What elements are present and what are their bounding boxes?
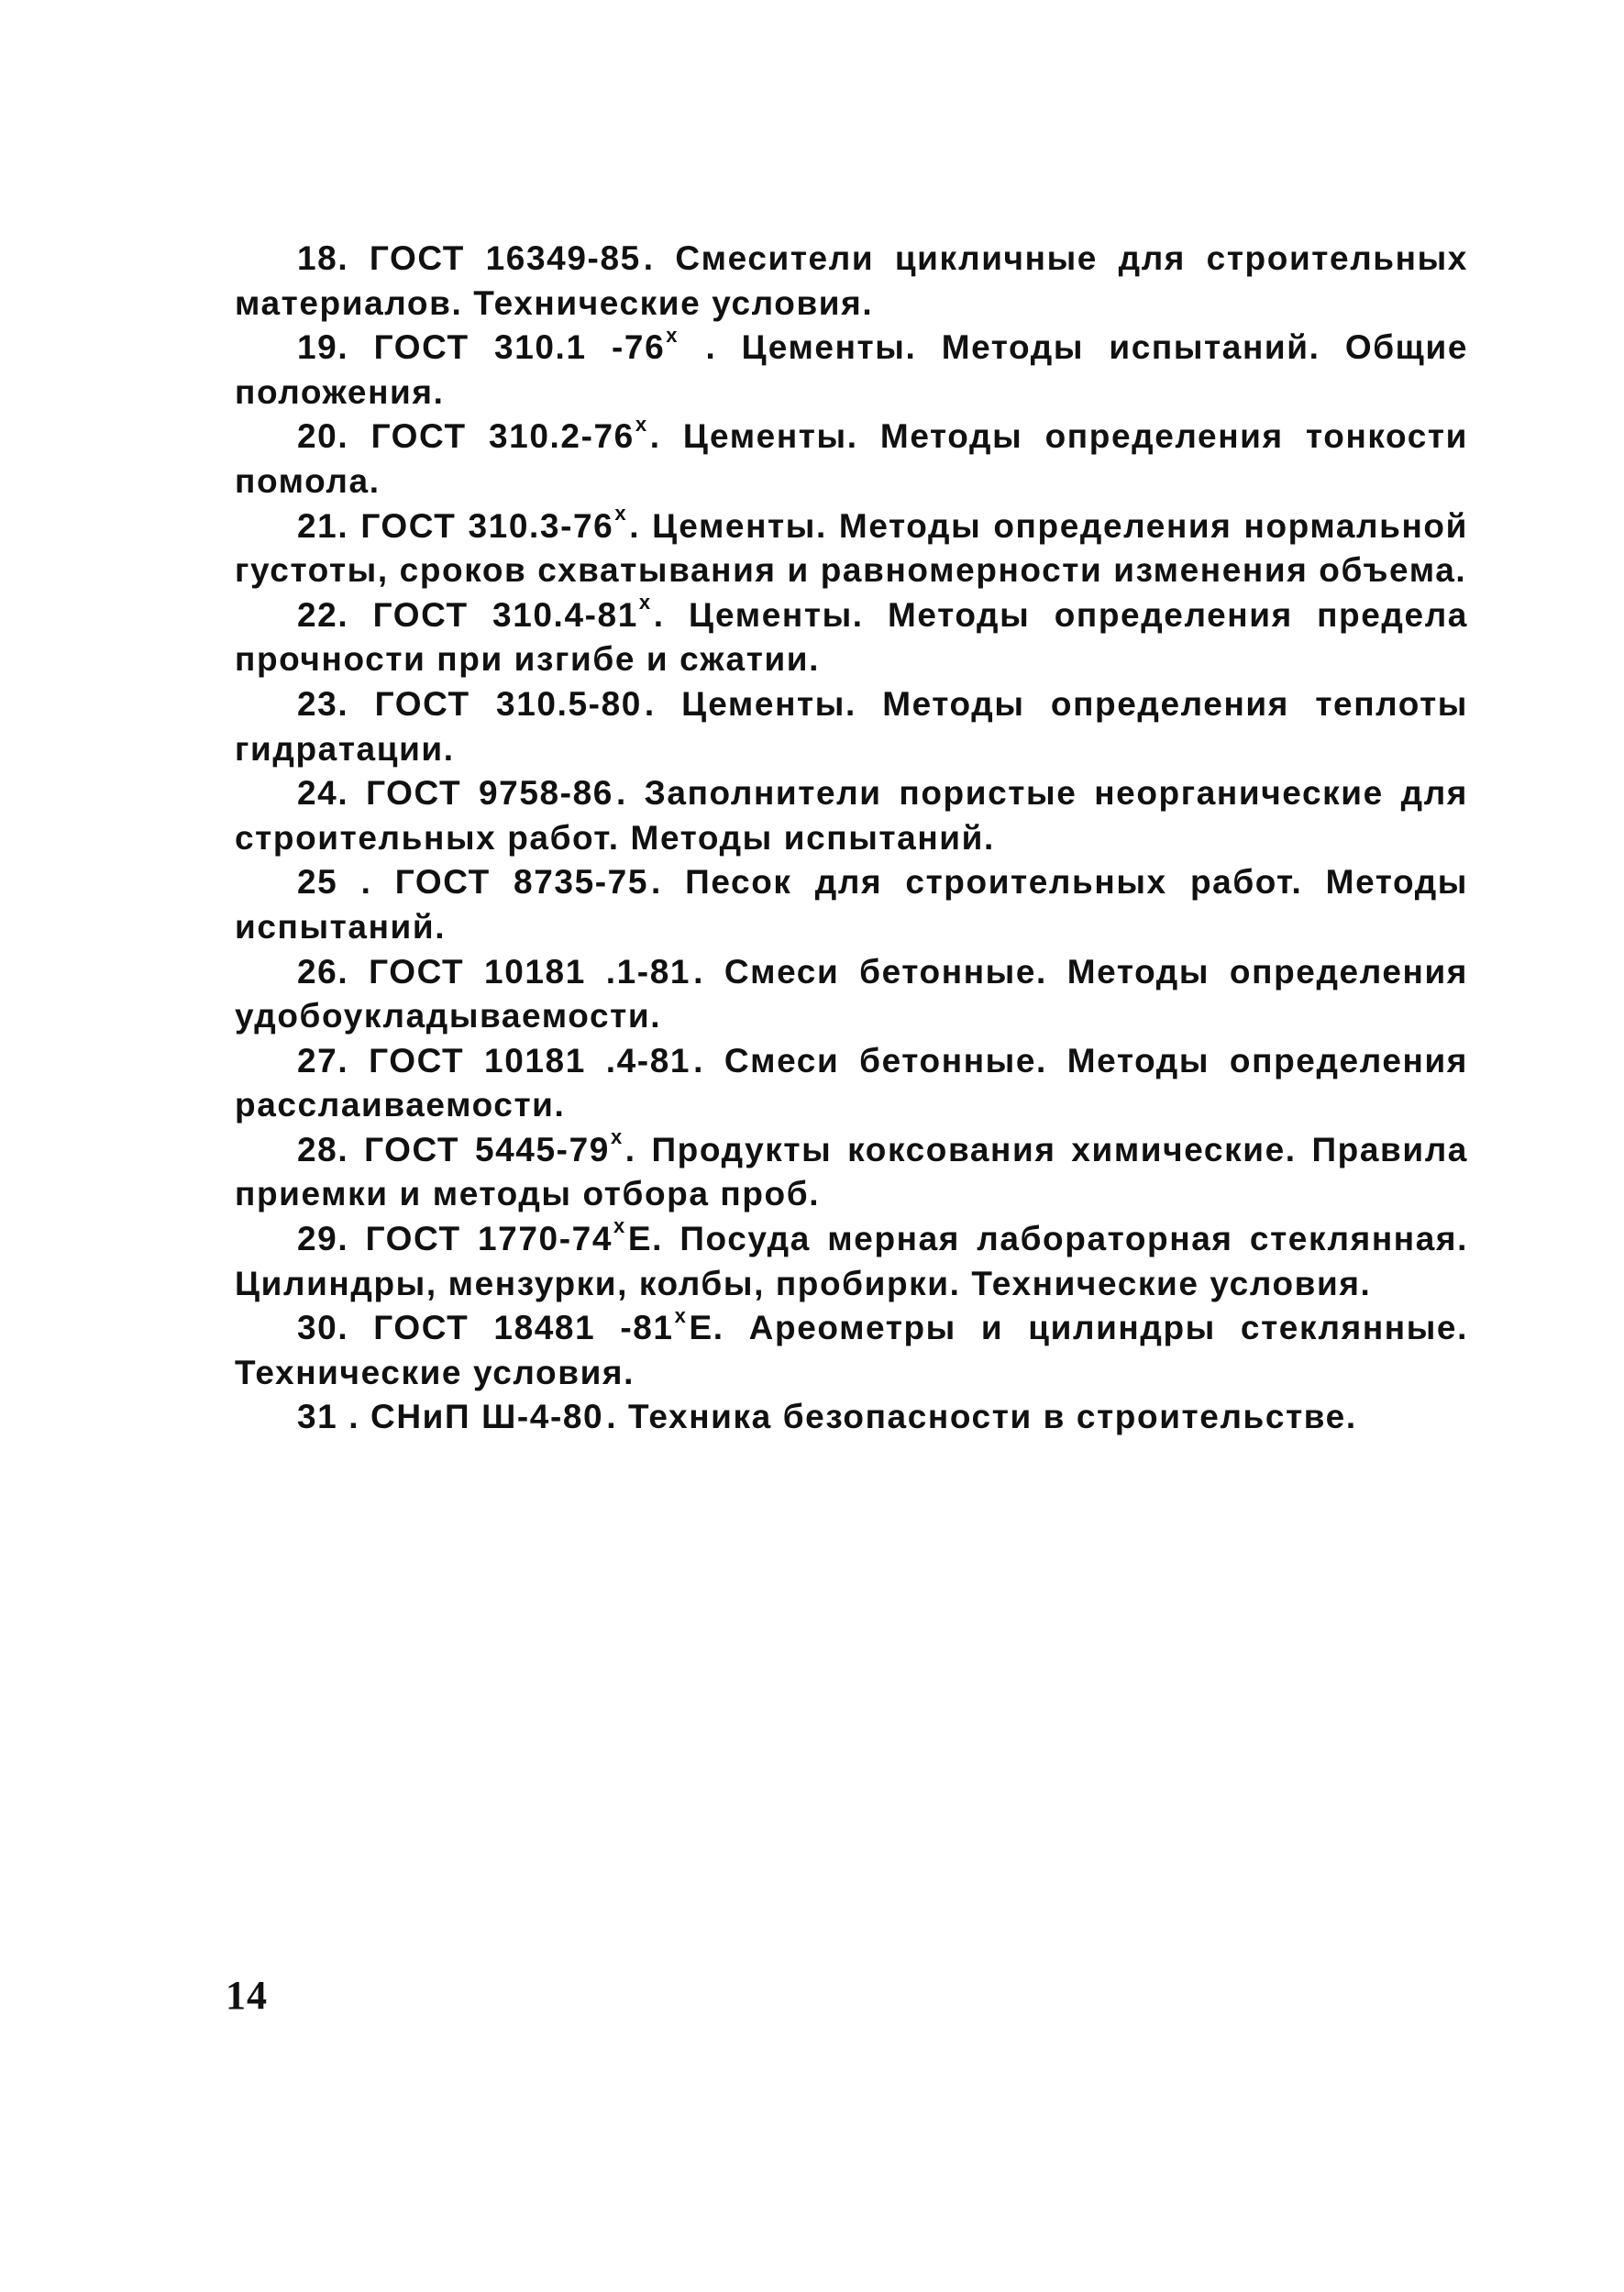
reference-item-29 [235,1214,1468,1306]
asterisk-mark: х [614,501,628,525]
reference-item-30 [235,1303,1468,1395]
reference-number: 29. [297,1220,349,1258]
reference-title: . Цементы. Методы определения теплоты гидратации. [235,684,1468,768]
reference-number: 31 . [297,1398,360,1436]
reference-code: ГОСТ 1770-74 [365,1220,613,1258]
reference-title: . Цементы. Методы определения нормальной густоты, сроков схватывания и равномерности изменения объема. [235,506,1468,590]
reference-list [235,237,1468,1440]
reference-item-26 [235,950,1468,1039]
reference-number: 19. [297,328,349,367]
reference-title: . Песок для строительных работ. Методы испытаний. [235,863,1468,946]
reference-number: 20. [297,417,349,456]
reference-code: ГОСТ 310.3-76 [360,506,614,545]
reference-code: ГОСТ 310.1 -76 [373,328,666,367]
reference-title: . Смесители цикличные для строительных материалов. Технические условия. [235,239,1468,322]
reference-number: 23. [297,684,349,723]
reference-number: 18. [297,239,349,277]
reference-title: Е. Посуда мерная лабораторная стеклянная. Цилиндры, мензурки, колбы, пробирки. Технические условия. [235,1220,1468,1302]
reference-title: . Цементы. Методы испытаний. Общие положения. [235,328,1468,411]
asterisk-mark: х [666,323,679,347]
asterisk-mark: х [613,1214,626,1238]
reference-item-27 [235,1039,1468,1128]
reference-code: ГОСТ 310.4-81 [372,595,638,634]
reference-title: . Техника безопасности в строительстве. [606,1398,1357,1436]
reference-code: ГОСТ 9758-86 [366,774,613,813]
reference-code: ГОСТ 18481 -81 [373,1309,674,1347]
reference-number: 24. [297,774,349,813]
reference-item-19 [235,323,1468,415]
asterisk-mark: х [674,1303,688,1327]
reference-number: 25 . [297,863,372,902]
reference-title: Е. Ареометры и цилиндры стеклянные. Технические условия. [235,1309,1468,1391]
reference-title: . Смеси бетонные. Методы определения удобоукладываемости. [235,952,1468,1035]
reference-title: . Цементы. Методы определения предела прочности при изгибе и сжатии. [235,595,1468,679]
reference-item-22 [235,593,1468,682]
reference-code: ГОСТ 10181 .1-81 [369,952,691,991]
reference-title: . Цементы. Методы определения тонкости помола. [235,417,1468,500]
reference-code: ГОСТ 5445-79 [364,1130,610,1168]
reference-title: . Продукты коксования химические. Правила приемки и методы отбора проб. [235,1130,1468,1213]
reference-number: 27. [297,1041,349,1080]
reference-title: . Заполнители пористые неорганические для строительных работ. Методы испытаний. [235,774,1468,857]
reference-number: 30. [297,1309,349,1347]
asterisk-mark: х [610,1125,624,1149]
reference-code: ГОСТ 10181 .4-81 [369,1041,691,1080]
reference-title: . Смеси бетонные. Методы определения расслаиваемости. [235,1041,1468,1124]
reference-item-23 [235,682,1468,771]
reference-number: 21. [297,506,349,545]
asterisk-mark: х [635,412,648,436]
reference-number: 22. [297,595,349,634]
asterisk-mark: х [638,591,652,615]
reference-item-24 [235,771,1468,860]
reference-item-28 [235,1125,1468,1217]
reference-number: 26. [297,952,349,991]
reference-item-25 [235,860,1468,949]
reference-item-31 [235,1395,1468,1440]
reference-code: ГОСТ 310.5-80 [374,684,642,723]
reference-code: СНиП Ш-4-80 [370,1398,604,1436]
reference-item-21 [235,501,1468,593]
reference-code: ГОСТ 16349-85 [369,239,641,277]
page-number: 14 [226,1973,268,2018]
reference-item-20 [235,412,1468,504]
reference-item-18 [235,237,1468,326]
reference-code: ГОСТ 310.2-76 [370,417,635,456]
reference-number: 28. [297,1130,349,1168]
reference-code: ГОСТ 8735-75 [394,863,649,902]
